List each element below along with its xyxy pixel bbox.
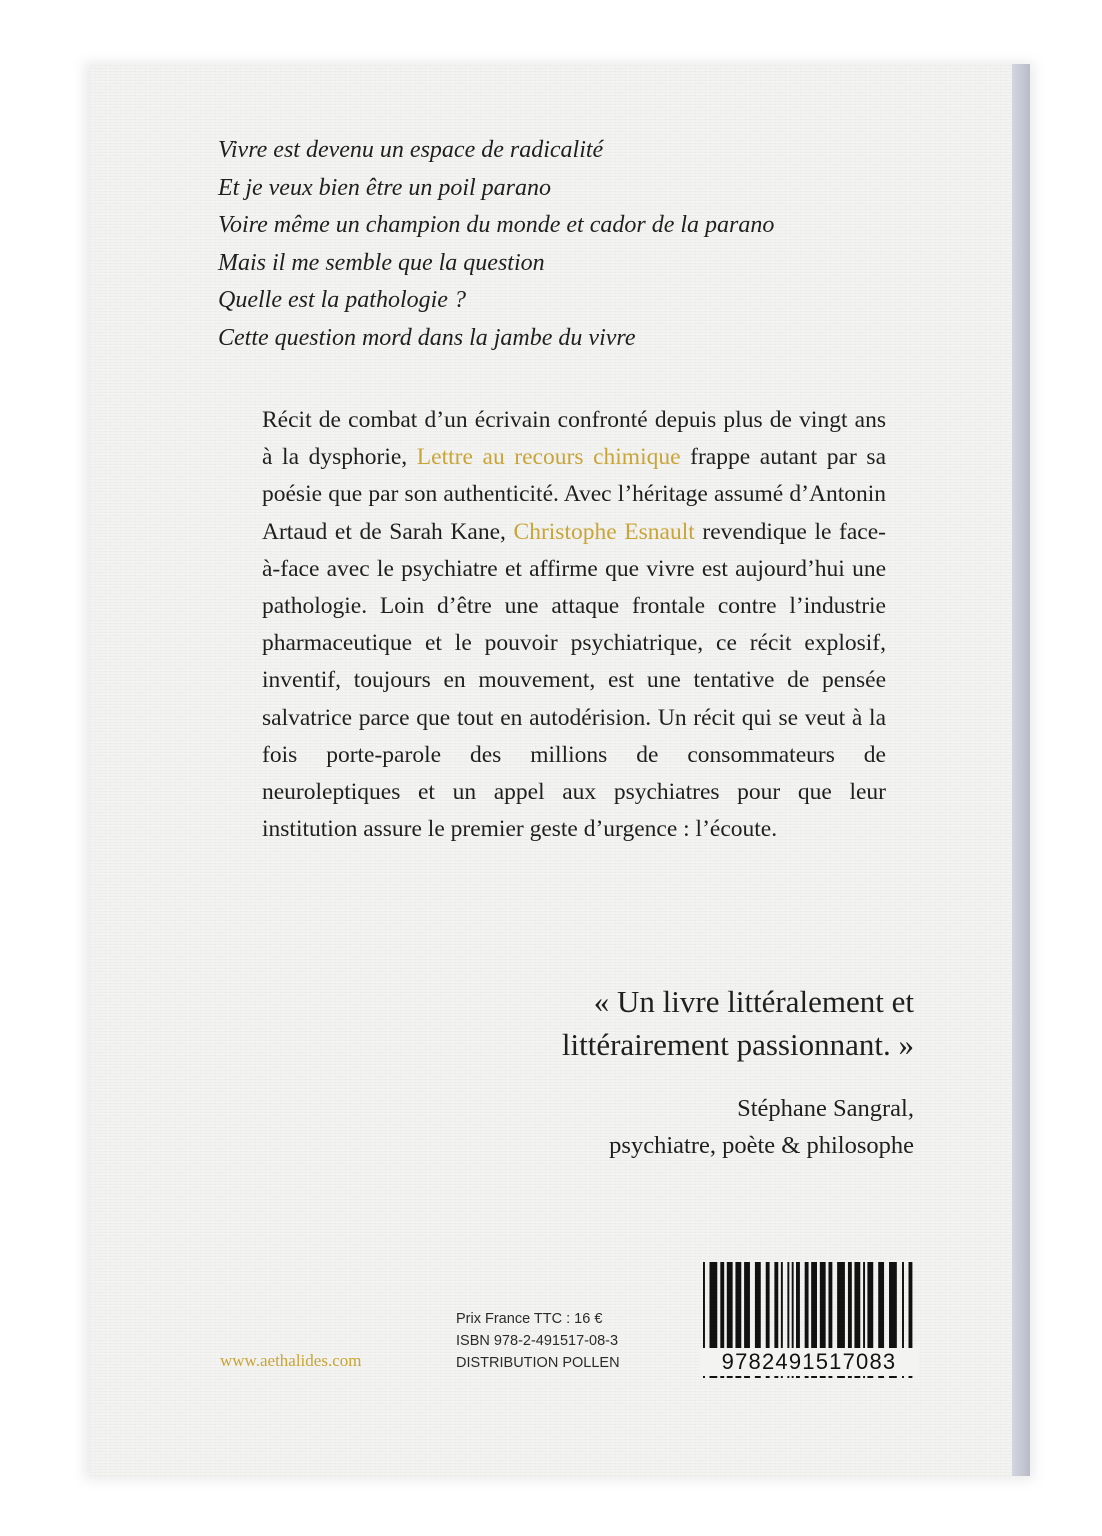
poem-line: Et je veux bien être un poil parano <box>218 174 552 201</box>
author-name: Christophe Esnault <box>513 518 695 545</box>
poem-line: Cette question mord dans la jambe du vivre <box>218 324 636 351</box>
isbn-text: ISBN 978-2-491517-08-3 <box>456 1333 619 1349</box>
publication-info <box>456 1308 620 1374</box>
distribution-text: DISTRIBUTION POLLEN <box>456 1355 620 1371</box>
barcode-digits: 9782491517083 <box>700 1348 918 1376</box>
summary-text: Récit de combat d’un écrivain confronté depuis plus de vingt ans à la dysphorie, <box>262 407 886 471</box>
review-quote <box>354 980 914 1066</box>
attribution-name: Stéphane Sangral, <box>737 1095 914 1122</box>
price-text: Prix France TTC : 16 € <box>456 1311 603 1327</box>
poem-line: Mais il me semble que la question <box>218 249 545 276</box>
quote-line: littérairement passionnant. » <box>561 1027 914 1062</box>
publisher-website[interactable]: www.aethalides.com <box>220 1351 362 1370</box>
poem-line: Voire même un champion du monde et cador de la parano <box>218 212 775 238</box>
poem-line: Vivre est devenu un espace de radicalité <box>218 137 604 163</box>
poem-excerpt <box>218 132 774 357</box>
quote-attribution <box>354 1090 914 1164</box>
book-summary <box>262 402 886 848</box>
attribution-role: psychiatre, poète & philosophe <box>609 1132 914 1159</box>
book-title: Lettre au recours chimique <box>416 444 681 471</box>
poem-line: Quelle est la pathologie ? <box>218 287 466 313</box>
quote-line: « Un livre littéralement et <box>593 984 914 1019</box>
summary-text: revendique le face-à-face avec le psychiatre et affirme que vivre est aujourd’hui une pathologie. Loin d’être une attaque frontale contre l’industrie pharmaceutique et le pouvoir psychiatrique, ce récit explosif, inventif, toujours en mouvement, est une tentative de pensée salvatrice parce que tout en autodérision. Un récit qui se veut à la fois porte-parole des millions de consommateurs de neuroleptiques et un appel aux psychiatres pour que leur institution assure le premier geste d’urgence : l’écoute. <box>262 518 886 843</box>
summary-text: frappe autant par sa poésie que par son authenticité. Avec l’héritage assumé d’Antonin Artaud et de Sarah Kane, <box>262 444 887 545</box>
